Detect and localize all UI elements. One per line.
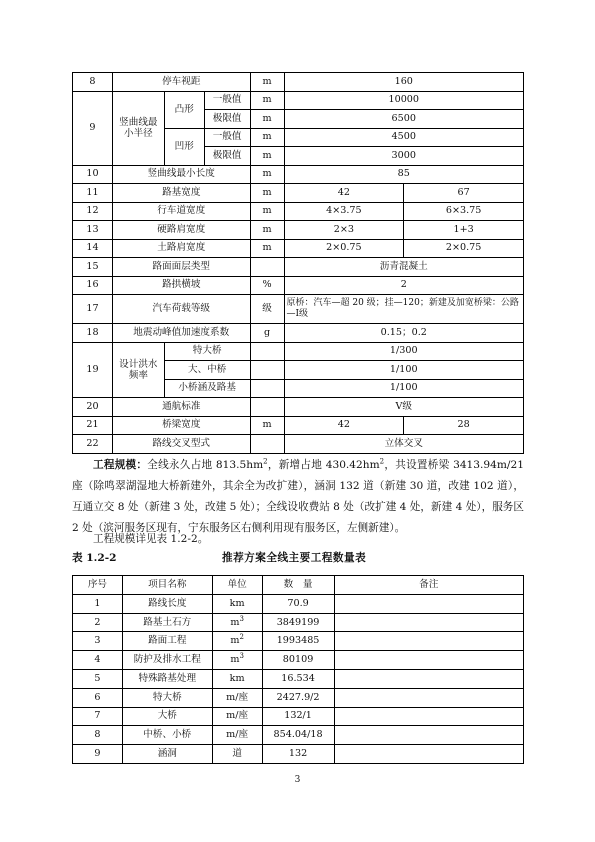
table-row: 极限值 m 6500 <box>73 110 524 129</box>
table-row: 9 竖曲线最小半径 凸形 一般值 m 10000 <box>73 91 524 110</box>
table-row: 15 路面面层类型 沥青混凝土 <box>73 258 524 277</box>
table-row: 9 涵洞 道 132 <box>73 745 524 764</box>
table-row: 11 路基宽度 m 42 67 <box>73 184 524 203</box>
table-row: 21 桥梁宽度 m 42 28 <box>73 416 524 435</box>
table-row: 13 硬路肩宽度 m 2×3 1+3 <box>73 221 524 240</box>
table-row: 大、中桥 1/100 <box>73 361 524 380</box>
scale-paragraph: 工程规模：全线永久占地 $813.5hm^2$，新增占地 $430.42hm^2$，共设置桥梁 3413.94m/21 座（除鸣翠湖湿地大桥新建外，其余全为改扩建），涵洞 132 道（新建 30 道，改建 102 道），互通立交 8 处（新建 3 处，改建 5 处）；全线设收费站 8 处（改扩建 4 处，新建 4 处），服务区 2 处（滨河服务区现有，宁东服务区右侧利用现有服务区，左侧新建）。 <box>72 457 524 534</box>
table-row: 4 防护及排水工程 $m^3$ 80109 <box>73 651 524 670</box>
reference-paragraph: 工程规模详见表 1.2-2。 <box>93 533 209 545</box>
page-number: 3 <box>294 775 301 785</box>
table-row: 凹形 一般值 m 4500 <box>73 128 524 147</box>
table-row: 8 停车视距 m 160 <box>73 73 524 92</box>
table-row: 小桥涵及路基 1/100 <box>73 379 524 398</box>
quantity-table <box>72 575 524 764</box>
table-row: 12 行车道宽度 m 4×3.75 6×3.75 <box>73 202 524 221</box>
table-row: 17 汽车荷载等级 级 原桥：汽车—超 20 级；挂—120；新建及加宽桥梁：公路—Ⅰ级 <box>73 295 524 324</box>
table-row: 22 路线交叉型式 立体交叉 <box>73 435 524 454</box>
table-row: 7 大桥 m/座 132/1 <box>73 707 524 726</box>
design-spec-table <box>72 72 524 454</box>
table-row: 20 通航标准 Ⅴ级 <box>73 398 524 417</box>
table-row: 3 路面工程 $m^2$ 1993485 <box>73 632 524 651</box>
table-row: 10 竖曲线最小长度 m 85 <box>73 165 524 184</box>
table-row: 2 路基土石方 $m^3$ 3849199 <box>73 613 524 632</box>
table-row: 5 特殊路基处理 km 16.534 <box>73 669 524 688</box>
table-header-row: 序号 项目名称 单位 数 量 备注 <box>73 576 524 595</box>
table-row: 19 设计洪水频率 特大桥 1/300 <box>73 342 524 361</box>
table-row: 16 路拱横坡 % 2 <box>73 276 524 295</box>
table-row: 极限值 m 3000 <box>73 147 524 166</box>
table-row: 18 地震动峰值加速度系数 g 0.15；0.2 <box>73 324 524 343</box>
table-row: 8 中桥、小桥 m/座 854.04/18 <box>73 726 524 745</box>
table-row: 14 土路肩宽度 m 2×0.75 2×0.75 <box>73 239 524 258</box>
table-row: 1 路线长度 km 70.9 <box>73 594 524 613</box>
table-row: 6 特大桥 m/座 2427.9/2 <box>73 688 524 707</box>
